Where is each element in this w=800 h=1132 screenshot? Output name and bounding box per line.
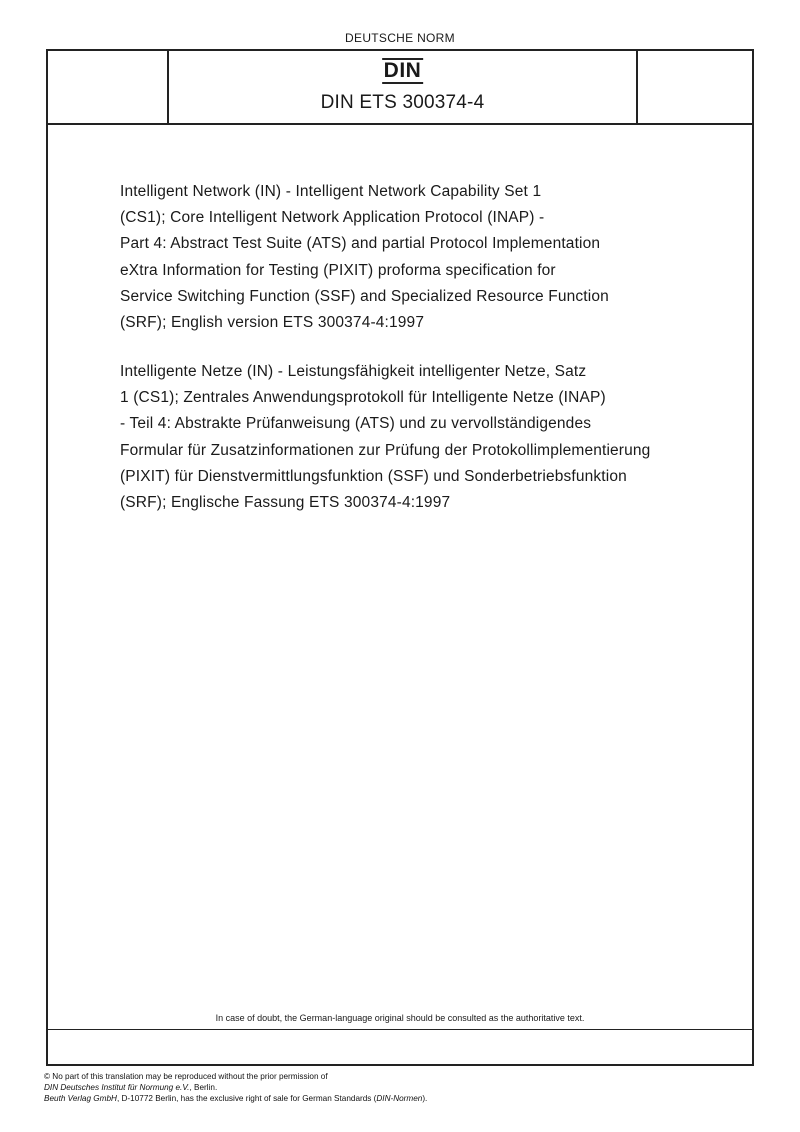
din-logo: DIN bbox=[383, 59, 422, 82]
title-german-line: (PIXIT) für Dienstvermittlungsfunktion (SSF) und Sonderbetriebsfunktion bbox=[120, 467, 627, 485]
title-area bbox=[48, 125, 752, 1030]
header-cell-right bbox=[636, 51, 752, 123]
din-institute-name: DIN Deutsches Institut für Normung e.V. bbox=[44, 1083, 190, 1092]
document-frame bbox=[46, 49, 754, 1066]
copyright-line-2 bbox=[44, 1082, 427, 1093]
copyright-notice bbox=[44, 1071, 427, 1104]
header-cell-left bbox=[48, 51, 169, 123]
title-german-line: Intelligente Netze (IN) - Leistungsfähigkeit intelligenter Netze, Satz bbox=[120, 363, 587, 380]
authoritative-text-note: In case of doubt, the German-language original should be consulted as the authoritative text. bbox=[215, 1013, 585, 1023]
header-cell-center bbox=[169, 51, 636, 123]
title-english-line: (CS1); Core Intelligent Network Application Protocol (INAP) - bbox=[120, 209, 545, 227]
copyright-line-2-rest: , Berlin. bbox=[189, 1083, 218, 1092]
title-german-line: 1 (CS1); Zentrales Anwendungsprotokoll für Intelligente Netze (INAP) bbox=[120, 389, 606, 407]
copyright-line-3 bbox=[44, 1093, 427, 1104]
title-german-line: - Teil 4: Abstrakte Prüfanweisung (ATS) und zu vervollständigendes bbox=[120, 415, 592, 433]
header-row bbox=[48, 51, 752, 125]
title-english-line: Intelligent Network (IN) - Intelligent Network Capability Set 1 bbox=[120, 183, 542, 200]
title-english-line: eXtra Information for Testing (PIXIT) proforma specification for bbox=[120, 261, 556, 279]
title-english-line: Service Switching Function (SSF) and Specialized Resource Function bbox=[120, 287, 609, 305]
title-german bbox=[120, 359, 720, 516]
title-german-line: Formular für Zusatzinformationen zur Prüfung der Protokollimplementierung bbox=[120, 441, 651, 459]
footer-row bbox=[48, 1030, 752, 1064]
publisher-name: Beuth Verlag GmbH bbox=[44, 1094, 117, 1103]
title-german-line: (SRF); Englische Fassung ETS 300374-4:1997 bbox=[120, 494, 451, 512]
document-type-label: DEUTSCHE NORM bbox=[345, 31, 455, 45]
copyright-line-1: © No part of this translation may be reproduced without the prior permission of bbox=[44, 1072, 328, 1081]
title-english-line: (SRF); English version ETS 300374-4:1997 bbox=[120, 314, 425, 332]
document-number: DIN ETS 300374-4 bbox=[320, 92, 485, 113]
copyright-line-3-mid: , D-10772 Berlin, has the exclusive right of sale for German Standards ( bbox=[116, 1094, 377, 1103]
din-normen-label: DIN-Normen bbox=[376, 1094, 423, 1103]
title-english-line: Part 4: Abstract Test Suite (ATS) and partial Protocol Implementation bbox=[120, 235, 601, 253]
title-english bbox=[120, 179, 720, 336]
copyright-line-3-end: ). bbox=[422, 1094, 428, 1103]
